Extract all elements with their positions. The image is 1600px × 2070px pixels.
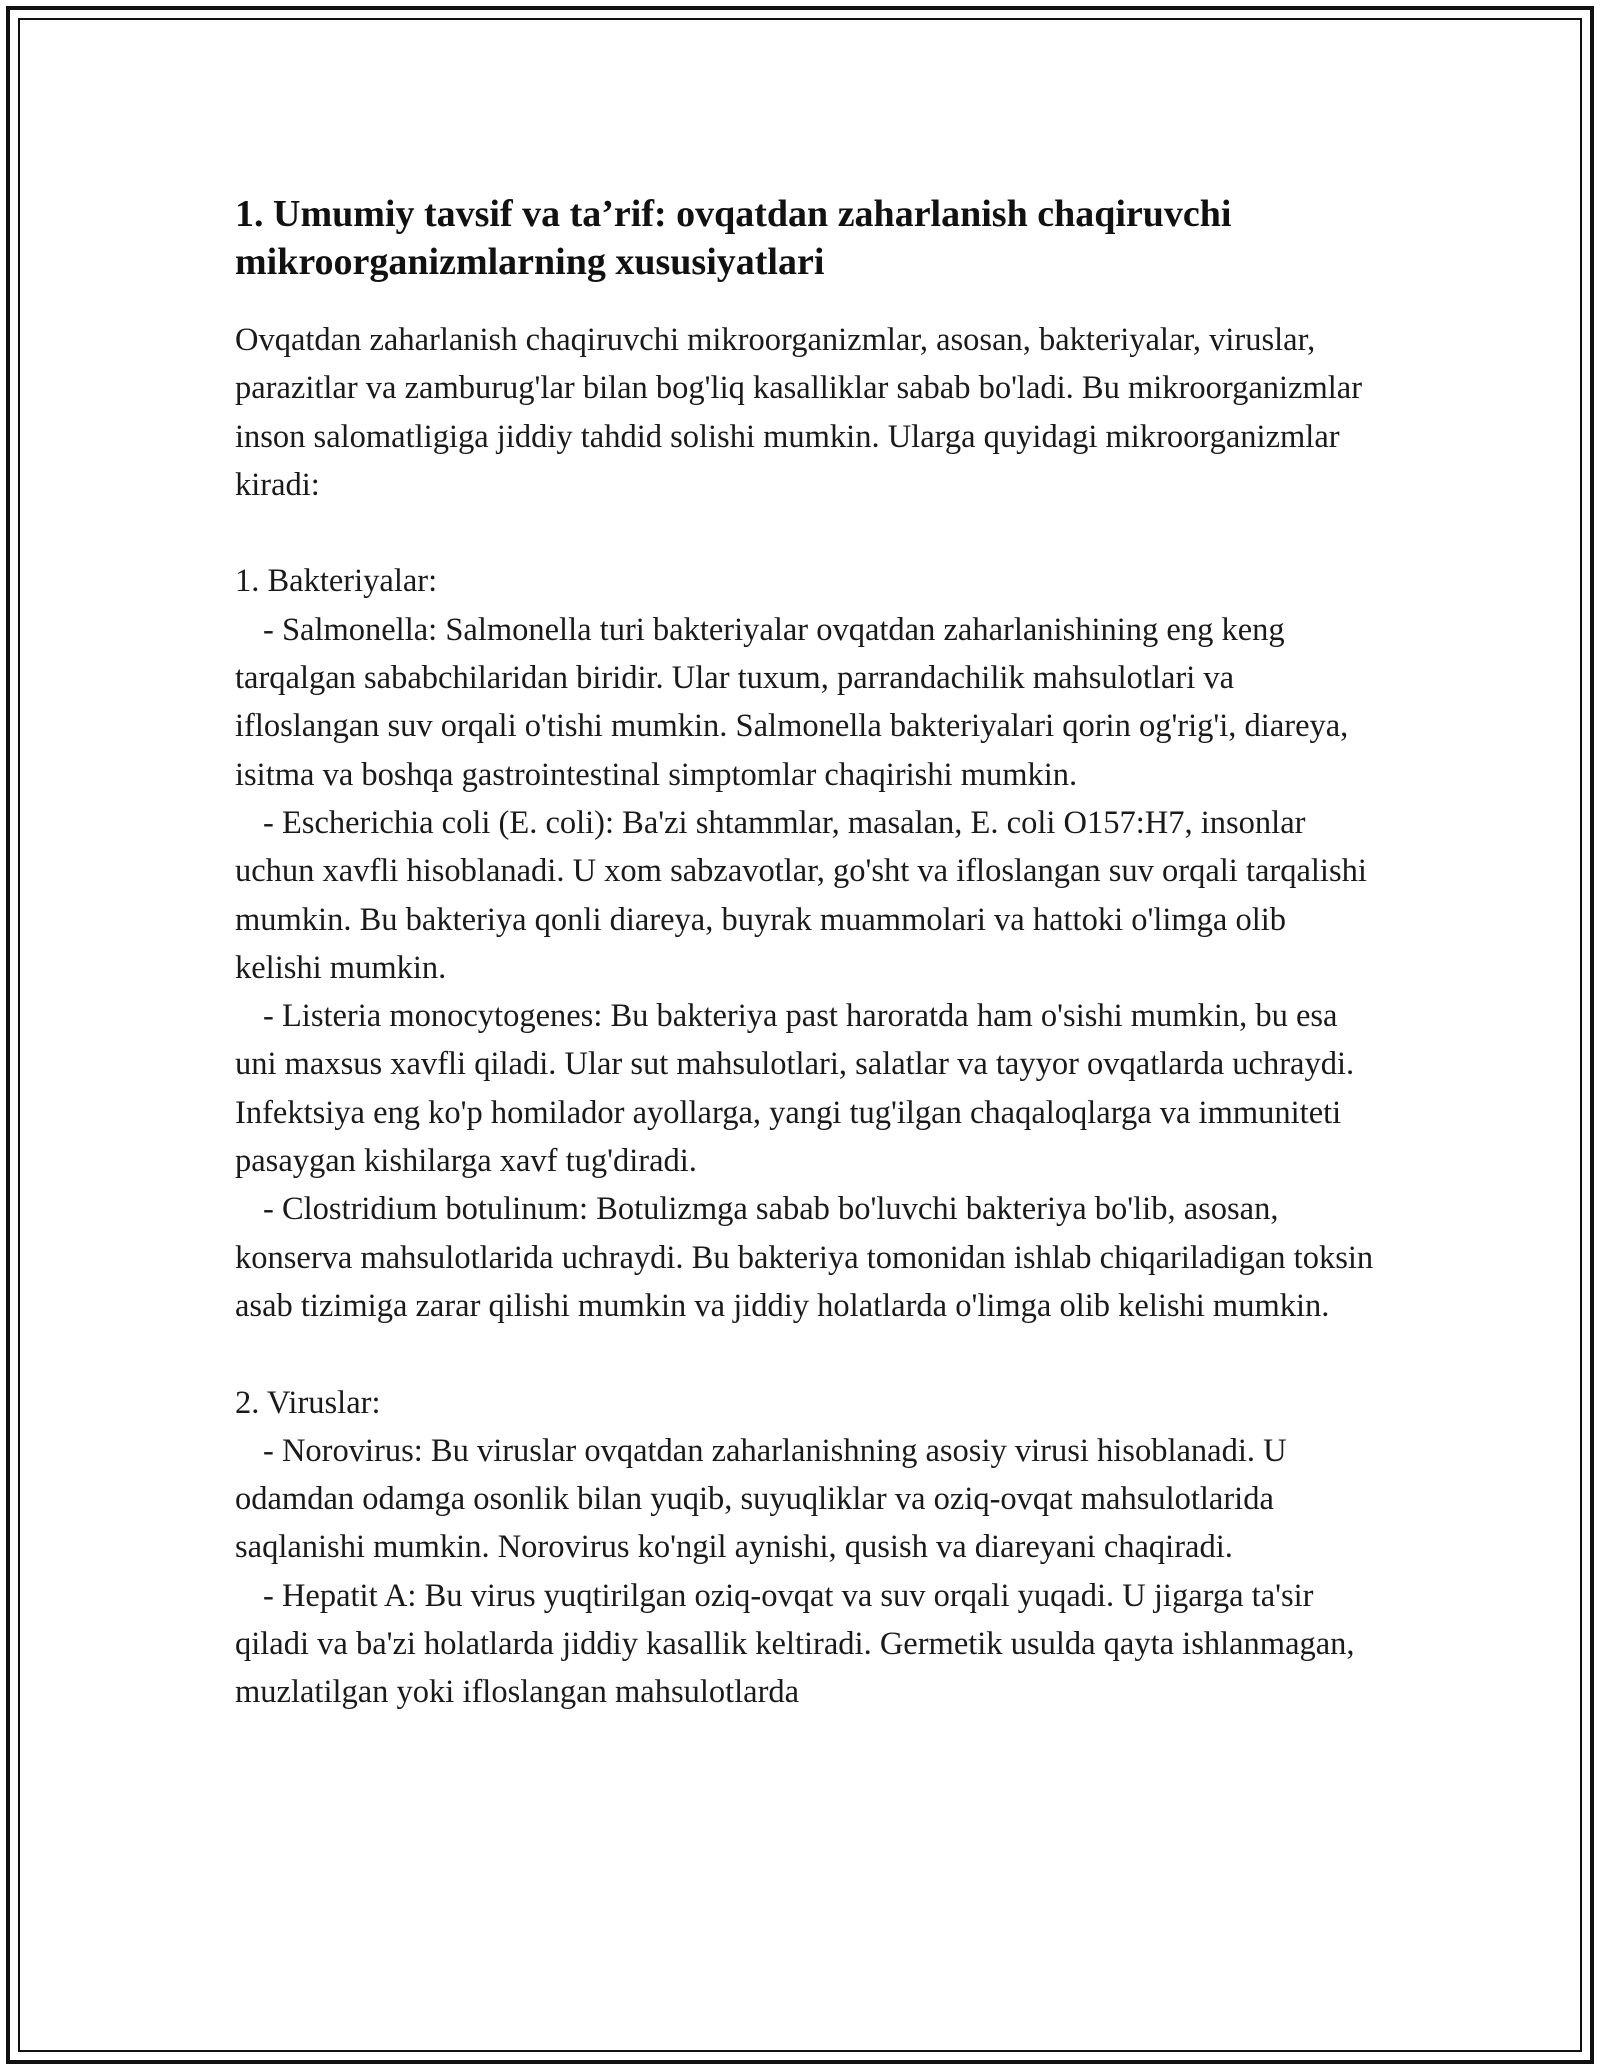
- section-bacteria: [235, 557, 1375, 1330]
- bullet-norovirus: - Norovirus: Bu viruslar ovqatdan zaharlanishning asosiy virusi hisoblanadi. U odamdan odamga osonlik bilan yuqib, suyuqliklar va oziq-ovqat mahsulotlarida saqlanishi mumkin. Norovirus ko'ngil aynishi, qusish va diareyani chaqiradi.: [235, 1432, 1287, 1566]
- section-title-bacteria: 1. Bakteriyalar:: [235, 563, 438, 600]
- bullet-listeria: - Listeria monocytogenes: Bu bakteriya past haroratda ham o'sishi mumkin, bu esa uni maxsus xavfli qiladi. Ular sut mahsulotlari, salatlar va tayyor ovqatlarda uchraydi. Infektsiya eng ko'p homilador ayollarga, yangi tug'ilgan chaqaloqlarga va immuniteti pasaygan kishilarga xavf tug'diradi.: [235, 998, 1355, 1180]
- bullet-hepatitis-a: - Hepatit A: Bu virus yuqtirilgan oziq-ovqat va suv orqali yuqadi. U jigarga ta'sir qiladi va ba'zi holatlarda jiddiy kasallik keltiradi. Germetik usulda qayta ishlanmagan, muzlatilgan yoki ifloslangan mahsulotlarda: [235, 1577, 1355, 1711]
- section-title-viruses: 2. Viruslar:: [235, 1384, 381, 1421]
- paragraph-gap: [235, 509, 1375, 557]
- section-viruses: [235, 1379, 1375, 1717]
- bullet-e-coli: - Escherichia coli (E. coli): Ba'zi shtammlar, masalan, E. coli O157:H7, insonlar uchun xavfli hisoblanadi. U xom sabzavotlar, go'sht va ifloslangan suv orqali tarqalishi mumkin. Bu bakteriya qonli diareya, buyrak muammolari va hattoki o'limga olib kelishi mumkin.: [235, 804, 1367, 986]
- paragraph-gap: [235, 1330, 1375, 1378]
- document-body: [235, 190, 1375, 1717]
- intro-paragraph: Ovqatdan zaharlanish chaqiruvchi mikroorganizmlar, asosan, bakteriyalar, viruslar, parazitlar va zamburug'lar bilan bog'liq kasalliklar sabab bo'ladi. Bu mikroorganizmlar inson salomatligiga jiddiy tahdid solishi mumkin. Ularga quyidagi mikroorganizmlar kiradi:: [235, 322, 1363, 503]
- section-heading: 1. Umumiy tavsif va ta’rif: ovqatdan zaharlanish chaqiruvchi mikroorganizmlarning xususiyatlari: [235, 193, 1232, 283]
- bullet-clostridium: - Clostridium botulinum: Botulizmga sabab bo'luvchi bakteriya bo'lib, asosan, konserva mahsulotlarida uchraydi. Bu bakteriya tomonidan ishlab chiqariladigan toksin asab tizimiga zarar qilishi mumkin va jiddiy holatlarda o'limga olib kelishi mumkin.: [235, 1191, 1374, 1324]
- bullet-salmonella: - Salmonella: Salmonella turi bakteriyalar ovqatdan zaharlanishining eng keng tarqalgan sababchilaridan biridir. Ular tuxum, parrandachilik mahsulotlari va ifloslangan suv orqali o'tishi mumkin. Salmonella bakteriyalari qorin og'rig'i, diareya, isitma va boshqa gastrointestinal simptomlar chaqirishi mumkin.: [235, 611, 1349, 793]
